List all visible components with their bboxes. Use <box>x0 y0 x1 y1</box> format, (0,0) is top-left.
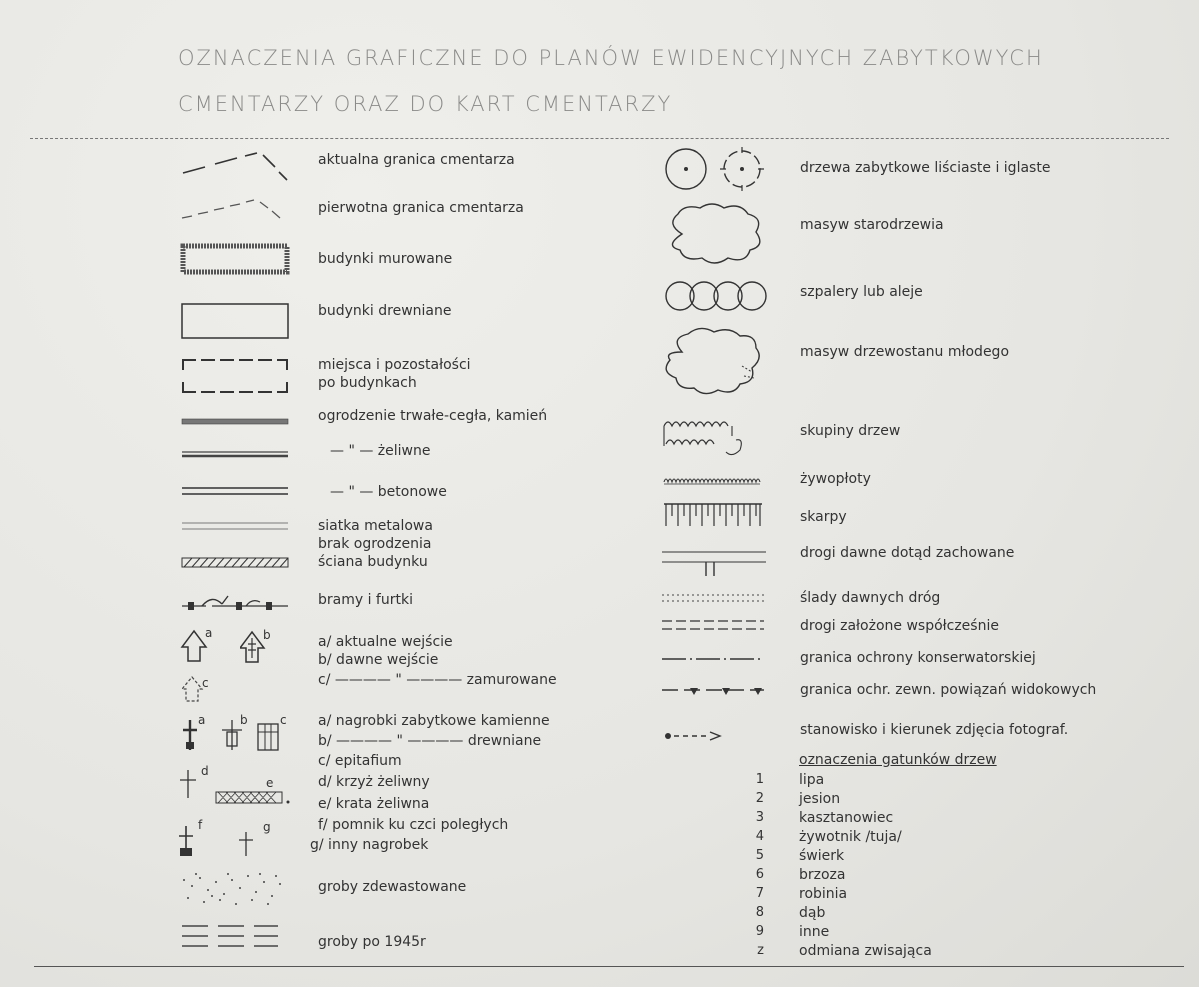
marker-f: f <box>198 818 203 832</box>
species-number: 9 <box>755 924 764 939</box>
fence-concrete-symbol <box>180 484 290 498</box>
modern-roads-symbol <box>660 616 770 634</box>
marker-g: g <box>263 820 271 834</box>
label-conservation-boundary: granica ochrony konserwatorskiej <box>800 650 1036 666</box>
label-young-tree-mass: masyw drzewostanu młodego <box>800 344 1010 360</box>
label-grave-f: f/ pomnik ku czci poległych <box>318 817 509 833</box>
species-number: z <box>757 943 764 958</box>
iron-grate-icon <box>214 790 294 808</box>
post-1945-graves-symbol <box>178 920 288 960</box>
label-fence-iron: — " — żeliwne <box>330 443 431 459</box>
label-wooden-buildings: budynki drewniane <box>318 303 452 319</box>
species-name: kasztanowiec <box>799 810 894 826</box>
label-wire-fence: siatka metalowa <box>318 518 433 534</box>
marker-c: c <box>202 676 209 690</box>
title-line-2: CMENTARZY ORAZ DO KART CMENTARZY <box>178 92 673 116</box>
label-ruins-line1: miejsca i pozostałości <box>318 357 471 373</box>
label-grave-b: b/ ———— " ———— drewniane <box>318 733 542 749</box>
devastated-graves-symbol <box>178 870 288 910</box>
species-name: świerk <box>799 848 845 864</box>
species-name: inne <box>799 924 830 940</box>
species-number: 3 <box>755 810 764 825</box>
bottom-frame-line <box>34 966 1184 967</box>
wire-fence-symbol <box>180 518 290 534</box>
old-roads-symbol <box>660 546 770 582</box>
embankments-symbol <box>660 500 770 534</box>
label-building-wall: ściana budynku <box>318 554 428 570</box>
species-name: żywotnik /tuja/ <box>799 829 902 845</box>
species-name: dąb <box>799 905 826 921</box>
fence-iron-symbol <box>180 448 290 460</box>
label-devastated-graves: groby zdewastowane <box>318 879 467 895</box>
label-fence-concrete: — " — betonowe <box>330 484 447 500</box>
label-gates: bramy i furtki <box>318 592 413 608</box>
species-name: robinia <box>799 886 848 902</box>
species-number: 2 <box>755 791 764 806</box>
label-entrance-c: c/ ———— " ———— zamurowane <box>318 672 557 688</box>
species-number: 6 <box>755 867 764 882</box>
photo-point-symbol <box>660 722 770 746</box>
label-hedges: żywopłoty <box>800 471 871 487</box>
original-boundary-symbol <box>178 196 288 226</box>
species-name: brzoza <box>799 867 846 883</box>
ruins-symbol <box>180 354 292 396</box>
label-view-protection-boundary: granica ochr. zewn. powiązań widokowych <box>800 682 1097 698</box>
label-historic-trees: drzewa zabytkowe liściaste i iglaste <box>800 160 1051 176</box>
header-divider <box>30 138 1169 139</box>
label-grave-c: c/ epitafium <box>318 753 402 769</box>
tree-rows-symbol <box>662 278 772 314</box>
brick-building-symbol <box>180 243 290 275</box>
hedges-symbol <box>660 472 770 492</box>
label-post-1945-graves: groby po 1945r <box>318 934 426 950</box>
wooden-building-symbol <box>180 302 290 340</box>
label-no-fence: brak ogrodzenia <box>318 536 432 552</box>
iron-cross-icon <box>178 768 202 800</box>
gate-symbol <box>180 590 290 614</box>
label-original-boundary: pierwotna granica cmentarza <box>318 200 524 216</box>
label-grave-e: e/ krata żeliwna <box>318 796 430 812</box>
species-name: odmiana zwisająca <box>799 943 932 959</box>
label-embankments: skarpy <box>800 509 847 525</box>
label-old-roads: drogi dawne dotąd zachowane <box>800 545 1015 561</box>
marker-e: e <box>266 776 274 790</box>
marker-b: b <box>263 628 271 642</box>
fence-brick-symbol <box>180 416 290 428</box>
label-brick-buildings: budynki murowane <box>318 251 453 267</box>
label-tree-clusters: skupiny drzew <box>800 423 901 439</box>
label-modern-roads: drogi założone współcześnie <box>800 618 999 634</box>
label-fence-brick: ogrodzenie trwałe-cegła, kamień <box>318 408 548 424</box>
label-grave-g: g/ inny nagrobek <box>310 837 429 853</box>
species-name: jesion <box>799 791 841 807</box>
label-grave-a: a/ nagrobki zabytkowe kamienne <box>318 713 550 729</box>
label-old-tree-mass: masyw starodrzewia <box>800 217 944 233</box>
label-photo-point: stanowisko i kierunek zdjęcia fotograf. <box>800 722 1069 738</box>
historic-trees-symbol <box>662 145 782 195</box>
marker-a: a <box>205 626 213 640</box>
label-current-boundary: aktualna granica cmentarza <box>318 152 515 168</box>
tree-clusters-symbol <box>660 412 770 462</box>
old-road-traces-symbol <box>660 590 770 606</box>
building-wall-symbol <box>180 556 290 570</box>
epitaph-icon <box>256 722 282 752</box>
war-memorial-icon <box>176 824 200 858</box>
species-number: 1 <box>755 772 764 787</box>
species-name: lipa <box>799 772 825 788</box>
species-number: 8 <box>755 905 764 920</box>
species-number: 7 <box>755 886 764 901</box>
old-tree-mass-symbol <box>662 200 772 270</box>
other-grave-icon <box>238 830 260 858</box>
species-number: 5 <box>755 848 764 863</box>
label-entrance-a: a/ aktualne wejście <box>318 634 453 650</box>
species-number: 4 <box>755 829 764 844</box>
label-entrance-b: b/ dawne wejście <box>318 652 439 668</box>
marker-b2: b <box>240 713 248 727</box>
view-protection-boundary-symbol <box>660 682 770 700</box>
conservation-boundary-symbol <box>660 652 770 666</box>
current-boundary-symbol <box>175 145 295 185</box>
title-line-1: OZNACZENIA GRAFICZNE DO PLANÓW EWIDENCYJNYCH ZABYTKOWYCH <box>178 46 1044 70</box>
label-old-road-traces: ślady dawnych dróg <box>800 590 941 606</box>
marker-d: d <box>201 764 209 778</box>
label-tree-rows: szpalery lub aleje <box>800 284 923 300</box>
young-tree-mass-symbol <box>660 326 770 400</box>
species-key-title: oznaczenia gatunków drzew <box>799 752 997 768</box>
label-ruins-line2: po budynkach <box>318 375 417 391</box>
marker-c2: c <box>280 713 287 727</box>
label-grave-d: d/ krzyż żeliwny <box>318 774 430 790</box>
marker-a2: a <box>198 713 206 727</box>
